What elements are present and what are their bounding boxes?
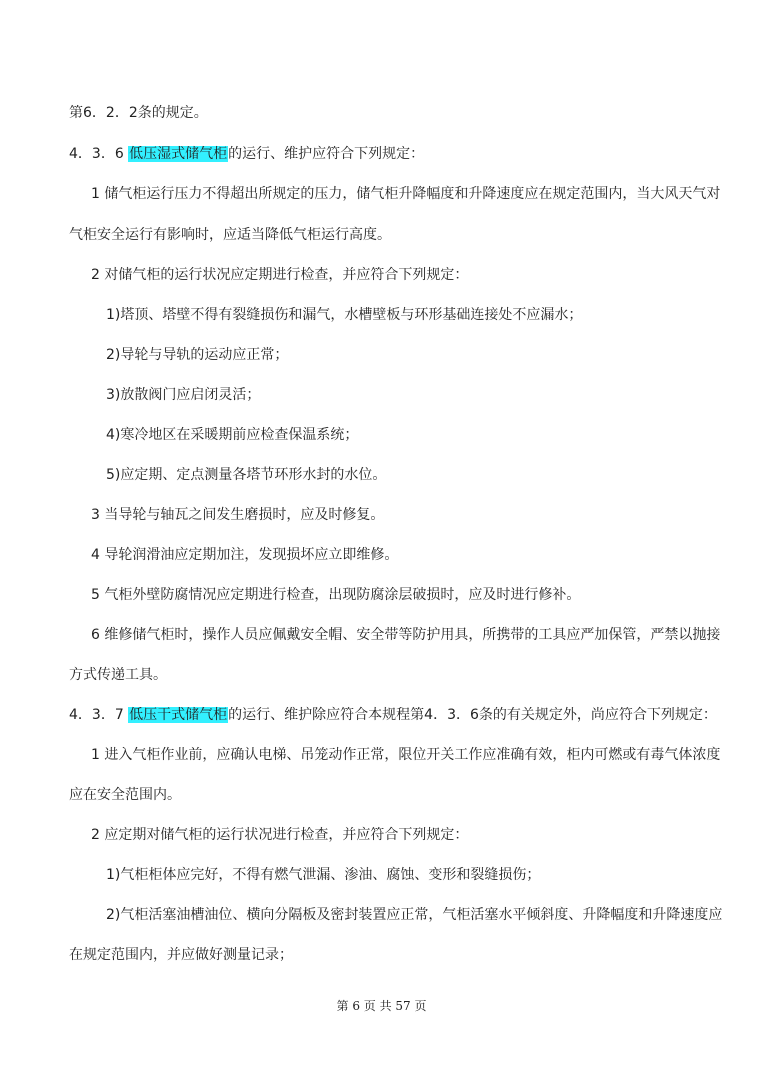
paragraph-line: 2 应定期对储气柜的运行状况进行检查，并应符合下列规定： [91, 827, 469, 843]
paragraph-line: 第6．2．2条的规定。 [69, 105, 208, 121]
clause-heading-text: 的运行、维护除应符合本规程第4．3．6条的有关规定外，尚应符合下列规定： [228, 707, 717, 723]
paragraph-line: 3 当导轮与轴瓦之间发生磨损时，应及时修复。 [91, 507, 385, 523]
paragraph-line: 1 储气柜运行压力不得超出所规定的压力，储气柜升降幅度和升降速度应在规定范围内，当大风天气对 [91, 186, 721, 202]
list-item: 3)放散阀门应启闭灵活； [106, 387, 261, 403]
clause-number: 4．3．7 [69, 707, 129, 723]
highlighted-term: 低压湿式储气柜 [129, 146, 228, 162]
clause-heading-4-3-7 [69, 705, 717, 725]
list-item: 5)应定期、定点测量各塔节环形水封的水位。 [106, 467, 387, 483]
paragraph-line: 6 维修储气柜时，操作人员应佩戴安全帽、安全带等防护用具，所携带的工具应严加保管，严禁以抛接 [91, 627, 721, 643]
list-item: 2)导轮与导轨的运动应正常； [106, 347, 289, 363]
paragraph-line: 4 导轮润滑油应定期加注，发现损坏应立即维修。 [91, 547, 399, 563]
clause-heading-text: 的运行、维护应符合下列规定： [228, 146, 425, 162]
paragraph-line: 气柜安全运行有影响时，应适当降低气柜运行高度。 [69, 227, 391, 243]
paragraph-line: 应在安全范围内。 [69, 787, 181, 803]
paragraph-line: 方式传递工具。 [69, 667, 167, 683]
clause-heading-4-3-6 [69, 144, 424, 164]
paragraph-line: 在规定范围内，并应做好测量记录； [69, 947, 293, 963]
clause-number: 4．3．6 [69, 146, 129, 162]
page-footer: 第 6 页 共 57 页 [336, 999, 427, 1013]
list-item: 1)气柜柜体应完好，不得有燃气泄漏、渗油、腐蚀、变形和裂缝损伤； [106, 867, 541, 883]
paragraph-line: 2 对储气柜的运行状况应定期进行检查，并应符合下列规定： [91, 267, 469, 283]
list-item: 4)寒冷地区在采暖期前应检查保温系统； [106, 427, 359, 443]
paragraph-line: 1 进入气柜作业前，应确认电梯、吊笼动作正常，限位开关工作应准确有效，柜内可燃或有毒气体浓度 [91, 747, 721, 763]
paragraph-line: 5 气柜外壁防腐情况应定期进行检查，出现防腐涂层破损时，应及时进行修补。 [91, 587, 581, 603]
list-item: 2)气柜活塞油槽油位、横向分隔板及密封装置应正常，气柜活塞水平倾斜度、升降幅度和升降速度应 [106, 907, 723, 923]
list-item: 1)塔顶、塔壁不得有裂缝损伤和漏气，水槽壁板与环形基础连接处不应漏水； [106, 307, 583, 323]
highlighted-term: 低压干式储气柜 [129, 707, 228, 723]
